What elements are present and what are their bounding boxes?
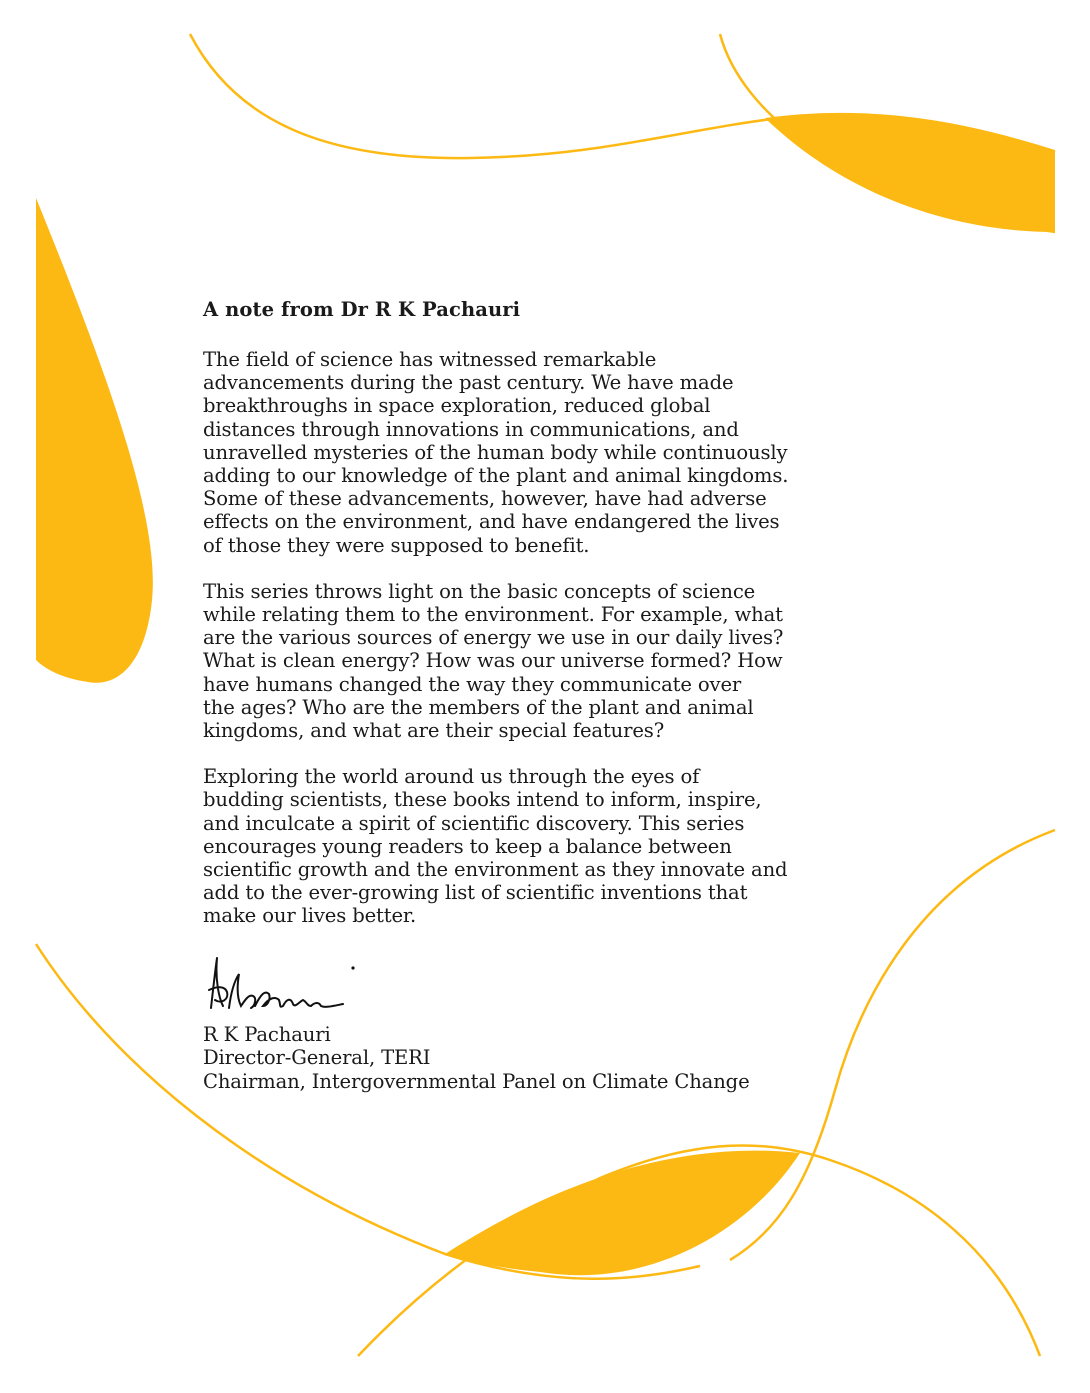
signatory-title-1: Director-General, TERI <box>203 1046 431 1070</box>
signatory-block <box>203 1023 903 1093</box>
handwritten-signature <box>203 950 363 1020</box>
paragraph-1: The field of science has witnessed remarkable advancements during the past century. We have made breakthroughs in space exploration, reduced global distances through innovations in communications, and unravelled mysteries of the human body while continuously adding to our knowledge of the plant and animal kingdoms. Some of these advancements, however, have had adverse effects on the environment, and have endangered the lives of those they were supposed to benefit. <box>203 348 789 557</box>
paragraph-3: Exploring the world around us through the eyes of budding scientists, these books intend to inform, inspire, and inculcate a spirit of scientific discovery. This series encourages young readers to keep a balance between scientific growth and the environment as they innovate and add to the ever-growing list of scientific inventions that make our lives better. <box>203 765 788 928</box>
top-right-leaf-shape <box>765 113 1055 232</box>
letter-heading: A note from Dr R K Pachauri <box>203 298 521 321</box>
signatory-name: R K Pachauri <box>203 1023 331 1046</box>
letter-content <box>203 298 903 951</box>
paragraph-2: This series throws light on the basic concepts of science while relating them to the environment. For example, what are the various sources of energy we use in our daily lives? What is clean energy? How was our universe formed? How have humans changed the way they communicate over the ages? Who are the members of the plant and animal kingdoms, and what are their special features? <box>203 579 784 743</box>
signatory-title-2: Chairman, Intergovernmental Panel on Climate Change <box>203 1069 750 1093</box>
left-leaf-shape <box>36 198 153 683</box>
